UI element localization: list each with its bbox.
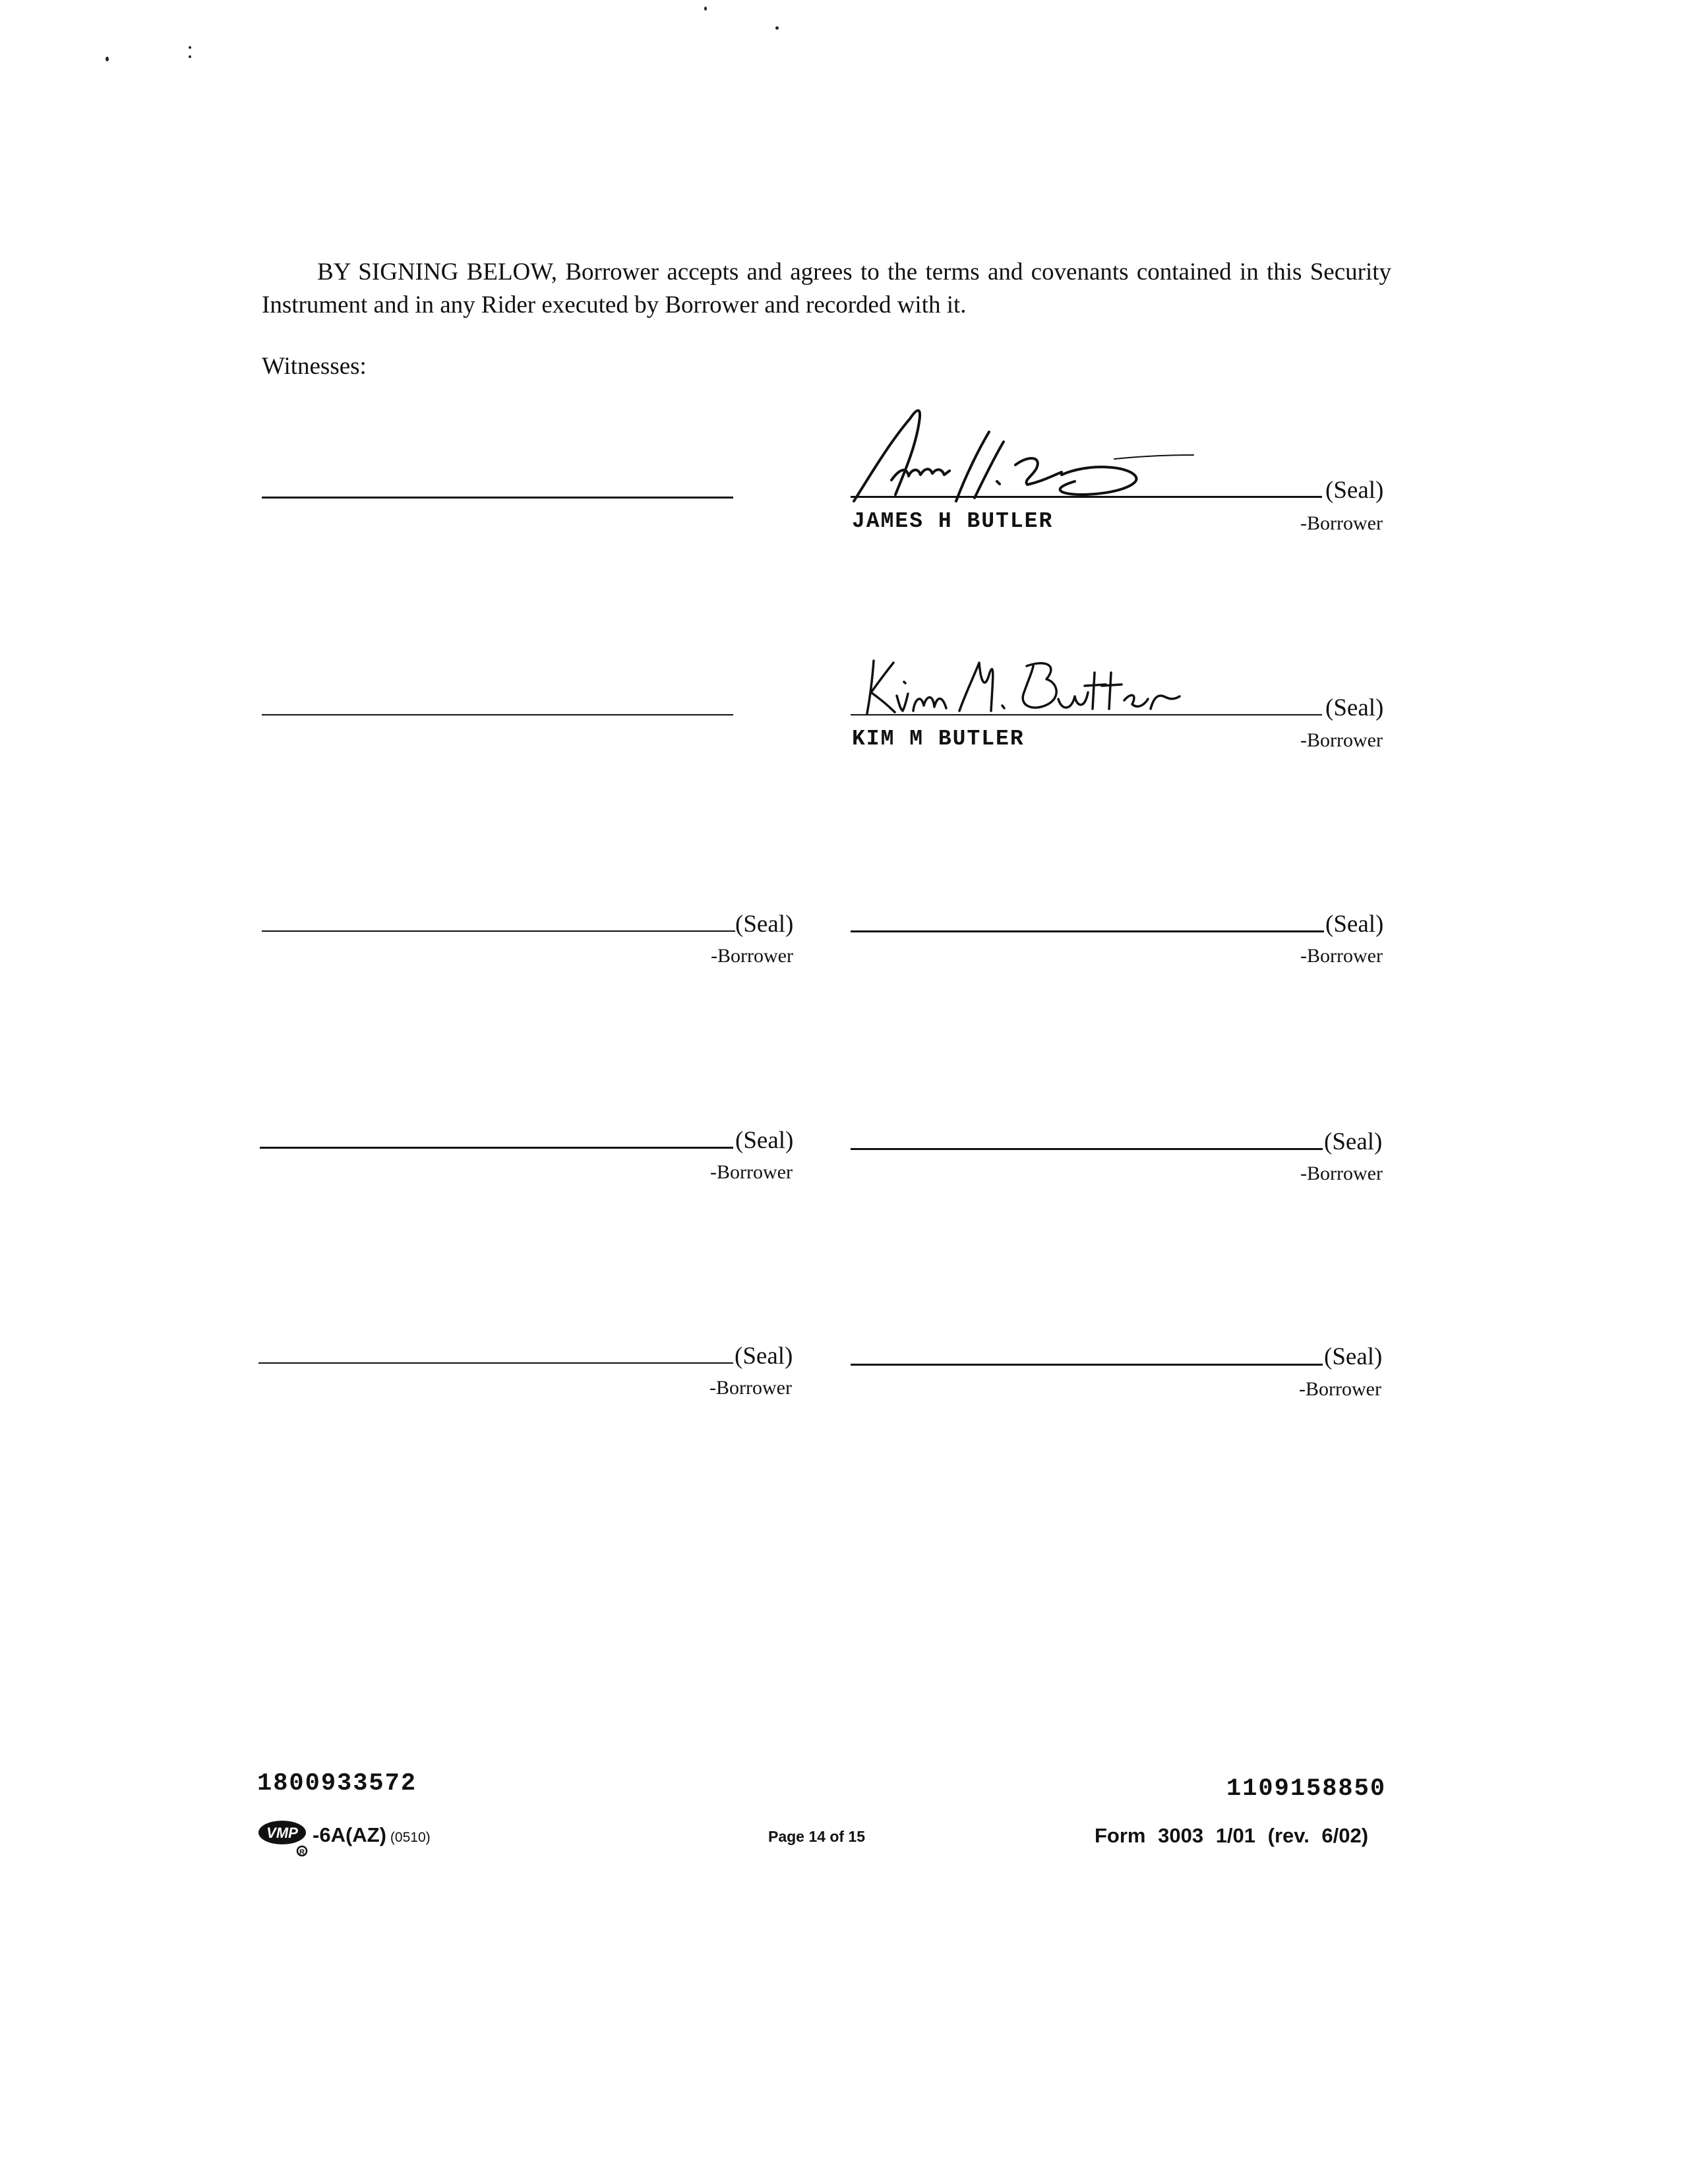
scan-speck	[189, 46, 191, 49]
signature-james-butler	[851, 402, 1200, 508]
scan-speck	[189, 55, 191, 58]
seal-label: (Seal)	[1324, 1128, 1383, 1155]
signature-kim-butler	[860, 653, 1184, 719]
blank-signature-line[interactable]	[851, 930, 1324, 932]
blank-signature-line[interactable]	[851, 1148, 1323, 1150]
borrower-label: -Borrower	[710, 1161, 793, 1183]
witness-line[interactable]	[262, 497, 733, 499]
borrower-label: -Borrower	[1299, 1378, 1381, 1400]
scan-speck	[106, 57, 109, 61]
vmp-logo-icon	[256, 1818, 312, 1858]
form-code-label: -6A(AZ)	[313, 1823, 386, 1846]
seal-label: (Seal)	[1325, 911, 1384, 938]
signature-line-james-butler[interactable]	[851, 496, 1322, 498]
scan-speck	[775, 26, 779, 30]
svg-text:VMP: VMP	[266, 1825, 298, 1841]
blank-signature-line[interactable]	[258, 1362, 733, 1364]
svg-text:R: R	[299, 1848, 305, 1856]
blank-signature-line[interactable]	[262, 930, 735, 932]
borrower-label: -Borrower	[1300, 729, 1383, 751]
seal-label: (Seal)	[735, 1343, 793, 1370]
scan-speck	[704, 7, 707, 11]
seal-label: (Seal)	[1325, 694, 1384, 721]
loan-number-left: 1800933572	[257, 1770, 417, 1798]
borrower-label: -Borrower	[1300, 945, 1383, 967]
blank-signature-line[interactable]	[851, 1364, 1323, 1366]
seal-label: (Seal)	[1325, 477, 1384, 504]
loan-number-right: 1109158850	[1226, 1775, 1387, 1803]
acceptance-lead: BY SIGNING BELOW,	[317, 258, 558, 286]
form-code	[313, 1823, 431, 1847]
borrower-label: -Borrower	[1300, 512, 1383, 534]
signer-name-james-butler: JAMES H BUTLER	[852, 509, 1054, 533]
witness-line[interactable]	[262, 714, 733, 715]
seal-label: (Seal)	[1324, 1343, 1383, 1370]
form-code-date: (0510)	[390, 1830, 431, 1845]
form-number: Form 3003 1/01 (rev. 6/02)	[1095, 1824, 1369, 1847]
signer-name-kim-butler: KIM M BUTLER	[852, 727, 1025, 751]
borrower-label: -Borrower	[1300, 1163, 1383, 1184]
borrower-label: -Borrower	[711, 945, 793, 967]
seal-label: (Seal)	[735, 911, 794, 938]
signature-line-kim-butler[interactable]	[851, 714, 1322, 715]
witnesses-label: Witnesses:	[262, 353, 367, 380]
seal-label: (Seal)	[735, 1127, 794, 1154]
acceptance-paragraph	[262, 256, 1391, 322]
blank-signature-line[interactable]	[260, 1147, 733, 1149]
borrower-label: -Borrower	[709, 1377, 792, 1399]
acceptance-text: Borrower accepts and agrees to the terms and covenants contained in this Security Instrument and in any Rider executed by Borrower and recorded with it.	[262, 258, 1392, 318]
page-number: Page 14 of 15	[768, 1828, 866, 1845]
